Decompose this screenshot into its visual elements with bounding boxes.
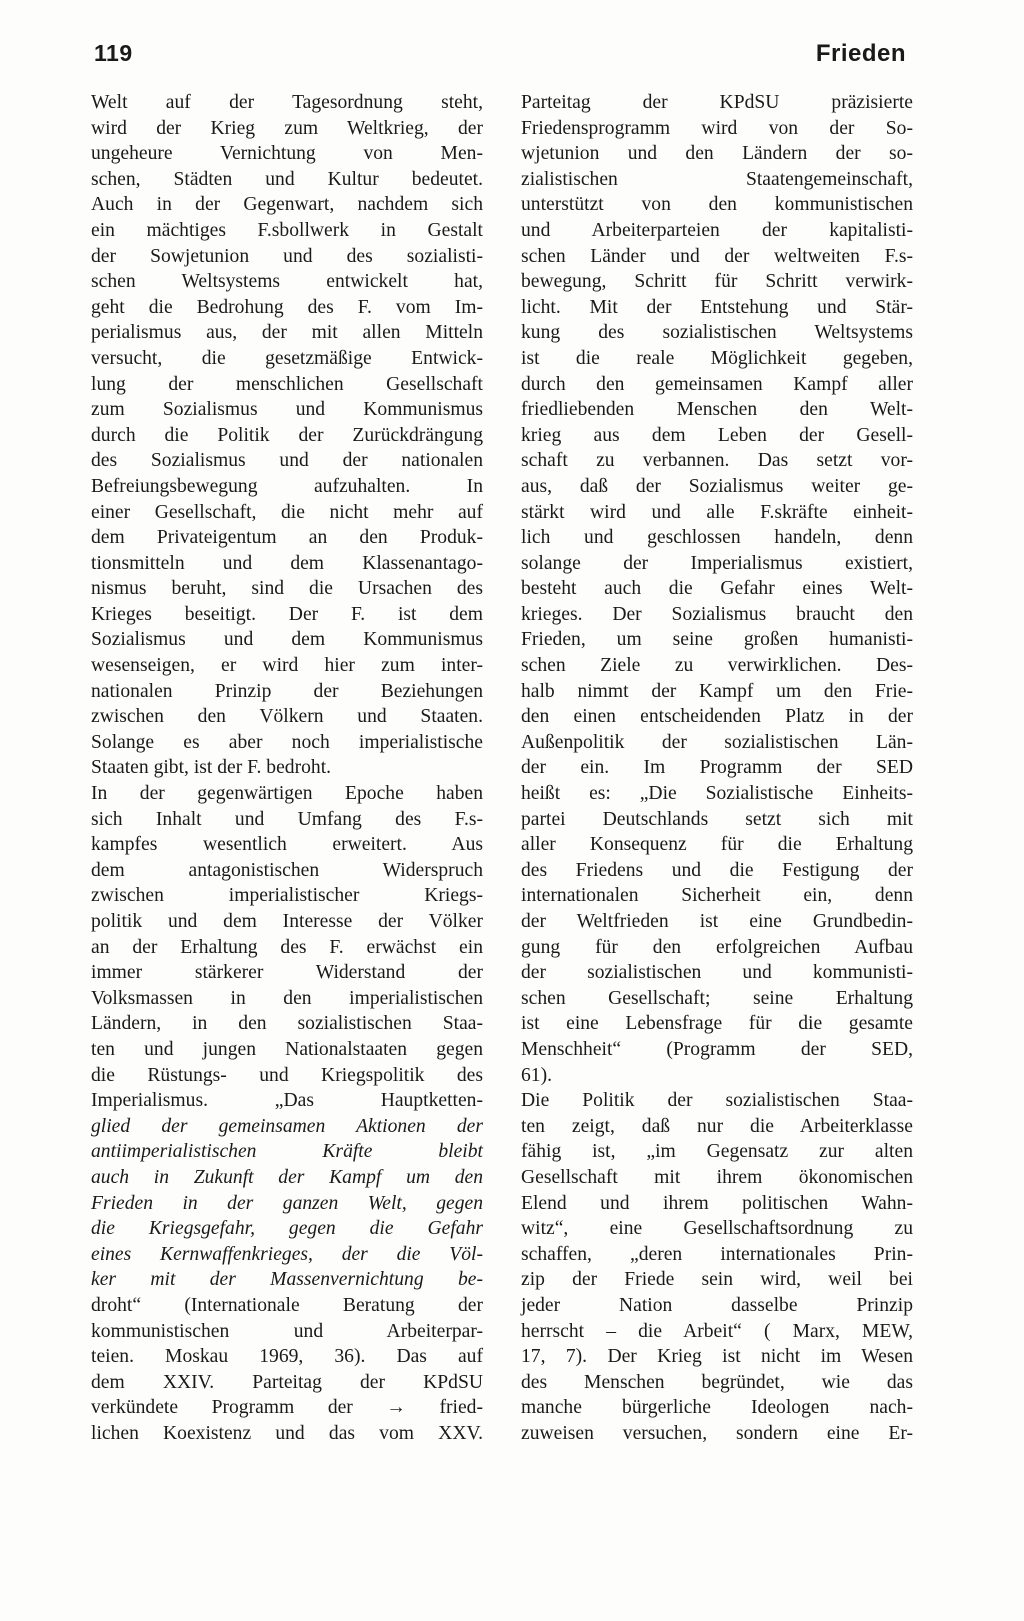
text-line: Menschheit“ (Programm der SED, [521,1038,913,1060]
text-line: ein mächtiges F.sbollwerk in Gestalt [91,219,483,241]
text-line: manche bürgerliche Ideologen nach- [521,1397,913,1419]
text-line: ten zeigt, daß nur die Arbeiterklasse [521,1115,913,1137]
text-line: die Kriegsgefahr, gegen die Gefahr [91,1218,483,1240]
text-line: des Friedens und die Festigung der [521,859,913,881]
text-line: Welt auf der Tagesordnung steht, [91,92,483,113]
text-line: zwischen imperialistischer Kriegs- [91,885,483,907]
text-line: zwischen den Völkern und Staaten. [91,706,483,728]
text-line: schen Länder und der weltweiten F.s- [521,245,913,267]
text-line: 61). [521,1064,553,1086]
text-line: Parteitag der KPdSU präzisierte [521,92,913,113]
text-line: kampfes wesentlich erweitert. Aus [91,834,483,856]
text-line: Frieden in der ganzen Welt, gegen [91,1192,483,1214]
text-line: aus, daß der Sozialismus weiter ge- [521,475,913,497]
text-line: halb nimmt der Kampf um den Frie- [521,680,913,702]
text-line: politik und dem Interesse der Völker [91,911,483,932]
text-line: die Rüstungs- und Kriegspolitik des [91,1064,483,1086]
text-line: und Arbeiterparteien der kapitalisti- [521,219,913,241]
text-line: Krieges beseitigt. Der F. ist dem [91,603,483,625]
text-line: zuweisen versuchen, sondern eine Er- [521,1422,913,1444]
text-line: jeder Nation dasselbe Prinzip [521,1294,913,1316]
text-line: 17, 7). Der Krieg ist nicht im Wesen [521,1346,913,1368]
page-number: 119 [94,40,133,66]
text-line: dem antagonistischen Widerspruch [91,859,483,881]
text-line: herrscht – die Arbeit“ ( Marx, MEW, [521,1320,913,1342]
text-line: solange der Imperialismus existiert, [521,552,913,574]
text-line: kung des sozialistischen Weltsystems [521,322,913,344]
text-line: schaft zu verbannen. Das setzt vor- [521,450,913,472]
text-line: durch den gemeinsamen Kampf aller [521,373,913,395]
text-line: Volksmassen in den imperialistischen [91,987,483,1009]
text-line: schen, Städten und Kultur bedeutet. [91,168,483,190]
text-line: internationalen Sicherheit ein, denn [521,885,913,907]
text-line: kommunistischen und Arbeiterpar- [91,1320,483,1342]
text-line: nationalen Prinzip der Beziehungen [91,680,483,702]
text-line: der Sowjetunion und des sozialisti- [91,245,483,267]
text-line: tionsmitteln und dem Klassenantago- [91,552,483,574]
text-line: stärkt wird und alle F.skräfte einheit- [521,501,913,523]
text-line: krieges. Der Sozialismus braucht den [521,603,913,625]
right-column [521,90,913,1446]
text-line: aller Konsequenz für die Erhaltung [521,834,913,856]
text-line: durch die Politik der Zurückdrängung [91,424,483,446]
text-line: der ein. Im Programm der SED [521,757,913,779]
text-line: Die Politik der sozialistischen Staa- [521,1090,913,1112]
text-line: krieg aus dem Leben der Gesell- [521,424,913,446]
text-line: des Sozialismus und der nationalen [91,450,483,472]
text-line: partei Deutschlands setzt sich mit [521,808,913,830]
text-line: eines Kernwaffenkrieges, der die Völ- [91,1243,483,1265]
text-line: Elend und ihrem politischen Wahn- [521,1192,913,1214]
text-line: ungeheure Vernichtung von Men- [91,143,483,165]
text-line: glied der gemeinsamen Aktionen der [91,1115,483,1137]
text-line: auch in Zukunft der Kampf um den [91,1166,483,1188]
text-line: bewegung, Schritt für Schritt verwirk- [521,271,913,293]
text-line: dem XXIV. Parteitag der KPdSU [91,1371,483,1393]
text-line: witz“, eine Gesellschaftsordnung zu [521,1218,913,1240]
text-line: lung der menschlichen Gesellschaft [91,373,483,395]
text-line: schen Ziele zu verwirklichen. Des- [521,655,913,677]
text-line: droht“ (Internationale Beratung der [91,1294,483,1316]
text-line: dem Privateigentum an den Produk- [91,527,483,549]
text-line: Gesellschaft mit ihrem ökonomischen [521,1166,913,1188]
text-line: der sozialistischen und kommunisti- [521,962,913,984]
text-line: perialismus aus, der mit allen Mitteln [91,322,483,344]
text-line: Auch in der Gegenwart, nachdem sich [91,194,483,216]
text-line: geht die Bedrohung des F. vom Im- [91,296,483,318]
text-line: ist die reale Möglichkeit gegeben, [521,347,913,369]
text-line: der Weltfrieden ist eine Grundbedin- [521,911,913,932]
text-line: Sozialismus und dem Kommunismus [91,629,483,651]
running-head-title: Frieden [815,40,906,67]
text-line: immer stärkerer Widerstand der [91,962,483,984]
text-line: schaffen, „deren internationales Prin- [521,1243,913,1265]
text-line: Friedensprogramm wird von der So- [521,117,913,139]
text-line: ker mit der Massenvernichtung be- [91,1269,483,1291]
text-line: Imperialismus. „Das Hauptketten- [91,1090,483,1112]
text-line: wird der Krieg zum Weltkrieg, der [91,117,483,139]
text-line: ist eine Lebensfrage für die gesamte [521,1013,913,1035]
text-line: Ländern, in den sozialistischen Staa- [91,1013,483,1035]
text-line: zip der Friede sein wird, weil bei [521,1269,913,1291]
text-line: Außenpolitik der sozialistischen Län- [521,731,913,753]
text-line: lichen Koexistenz und das vom XXV. [91,1422,483,1444]
text-line: gung für den erfolgreichen Aufbau [521,936,913,958]
text-line: des Menschen begründet, wie das [521,1371,913,1393]
text-line: schen Weltsystems entwickelt hat, [91,271,483,293]
text-line: fähig ist, „im Gegensatz zur alten [521,1141,913,1163]
text-line: unterstützt von den kommunistischen [521,194,913,216]
text-line: den einen entscheidenden Platz in der [521,706,913,728]
text-line: Staaten gibt, ist der F. bedroht. [91,757,332,779]
text-line: Frieden, um seine großen humanisti- [521,629,913,651]
text-line: Solange es aber noch imperialistische [91,731,483,753]
text-line: nismus beruht, sind die Ursachen des [91,578,483,600]
text-line: lich und geschlossen handeln, denn [521,527,913,549]
text-line: licht. Mit der Entstehung und Stär- [521,296,913,318]
text-line: an der Erhaltung des F. erwächst ein [91,936,483,958]
text-line: wjetunion und den Ländern der so- [521,143,913,165]
text-line: ten und jungen Nationalstaaten gegen [91,1038,483,1060]
text-line: besteht auch die Gefahr eines Welt- [521,578,913,600]
text-line: In der gegenwärtigen Epoche haben [91,783,483,805]
text-line: zum Sozialismus und Kommunismus [91,399,483,421]
text-line: sich Inhalt und Umfang des F.s- [91,808,483,830]
text-line: antiimperialistischen Kräfte bleibt [91,1141,483,1163]
text-line: verkündete Programm der → fried- [91,1397,483,1419]
text-line: zialistischen Staatengemeinschaft, [521,168,913,190]
left-column [91,90,483,1446]
text-line: Befreiungsbewegung aufzuhalten. In [91,475,483,497]
text-line: schen Gesellschaft; seine Erhaltung [521,987,913,1009]
text-line: friedliebenden Menschen den Welt- [521,399,913,421]
text-line: einer Gesellschaft, die nicht mehr auf [91,501,483,523]
text-line: teien. Moskau 1969, 36). Das auf [91,1346,483,1368]
text-line: versucht, die gesetzmäßige Entwick- [91,347,483,369]
text-line: heißt es: „Die Sozialistische Einheits- [521,783,913,805]
text-line: wesenseigen, er wird hier zum inter- [91,655,483,677]
